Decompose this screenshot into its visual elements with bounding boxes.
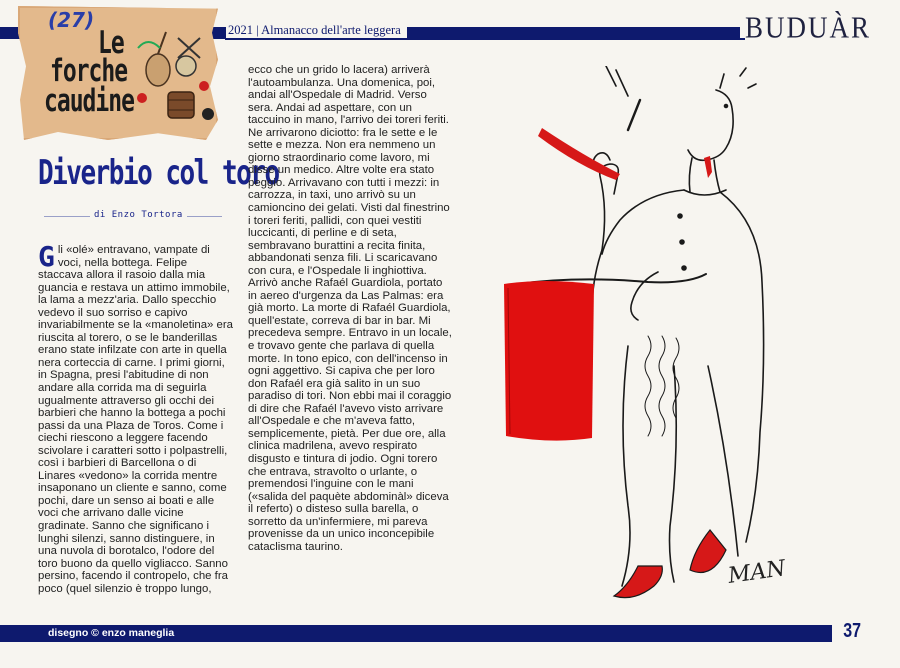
- column-2-text: ecco che un grido lo lacera) arriverà l'autoambulanza. Una domenica, poi, andai all'Ospedale di Madrid. Verso sera. Andai ad aspettare, con un taccuino in mano, l'arrivo dei toreri feriti. Ne arrivarono diciotto: fra le sette e le sette e mezza. Non era nemmeno un giorno straordinario come lavoro, mi disse un medico. Altre volte era stato peggio. Arrivavano con tutti i mezzi: in carrozza, in taxi, uno arrivò su un camioncino dei gelati. Visti dal finestrino i toreri feriti, pallidi, con quei vestiti luccicanti, di perline e di seta, sembravano burattini a recita finita, abbandonati senza fili. Li scaricavano con cura, e l'Ospedale li inghiottiva. Arrivò anche Rafaél Guardiola, portato in aereo d'urgenza da Las Palmas: era già morto. La morte di Rafaél Guardiola, quell'estate, correva di bar in bar. Mi precedeva sempre. Entravo in un locale, e trovavo gente che parlava di quella morte. In tono epico, con dell'incenso in ogni aggettivo. Si capiva che per loro don Rafaél era già salito in un suo paradiso di tori. Non ebbi mai il coraggio di dire che Rafaél l'avevo visto arrivare all'Ospedale e che m'aveva fatto, semplicemente, pietà. Per due ore, alla clinica madrilena, avevo respirato disgusto e tintura di jodio. Ogni torero che entrava, stravolto o urlante, o premendosi l'inguine con le mani («salida del paquète abdominàl» diceva il referto) o disteso sulla barella, o sorretto da un'infermiere, mi pareva provenisse da un unico inconcepibile cataclisma taurino.: [248, 64, 452, 553]
- issue-number: (27): [48, 8, 95, 32]
- column-1-text: li «olé» entravano, vampate di voci, nella bottega. Felipe staccava allora il rasoio dalla mia guancia e restava un attimo immobile, la lama a mezz'aria. Dallo specchio vedevo il suo sorriso e capivo invariabilmente se la «manoletina» era riuscita al torero, o se le banderillas erano state infilzate con arte in quella nera corteccia di carne. I primi giorni, in Spagna, presi l'abitudine di non andare alla corrida ma di seguirla ugualmente attraverso gli occhi dei barbieri che hanno la bottega a pochi passi da una Plaza de Toros. Come i ciechi riescono a leggere facendo scivolare i caratteri sotto i polpastrelli, così i barbieri di Barcellona o di Linares «vedono» la corrida mentre insaponano un cliente e sanno, come pochi, dare un senso ai boati e alle voci che arrivano dalle vicine gradinate. Sanno che significano i lunghi silenzi, sanno distinguere, in una nuvola di borotalco, l'odore del toro buono da quello vigliacco. Sanno persino, facendo il contropelo, che fra poco (quel silenzio è troppo lungo,: [38, 244, 234, 595]
- column-logo-line-1: Le: [98, 26, 124, 62]
- page-number: 37: [843, 620, 862, 642]
- brand-logo: BUDUÀR: [745, 9, 872, 45]
- column-logo-line-2: forche: [50, 54, 128, 90]
- magazine-header: 2021 | Almanacco dell'arte leggera: [226, 23, 407, 38]
- drop-cap: G: [38, 240, 55, 273]
- column-logo-line-3: caudine: [44, 84, 134, 120]
- article-byline: di Enzo Tortora: [90, 210, 187, 220]
- barber-caricature-illustration: [478, 66, 778, 626]
- article-column-1: [38, 240, 234, 595]
- collage-illustration: [128, 28, 218, 124]
- illustration-credit: disegno © enzo maneglia: [48, 627, 175, 639]
- article-title: Diverbio col toro: [38, 154, 279, 193]
- header-rule: [225, 38, 745, 40]
- artist-signature: MAN: [726, 556, 788, 589]
- article-column-2: [248, 64, 453, 553]
